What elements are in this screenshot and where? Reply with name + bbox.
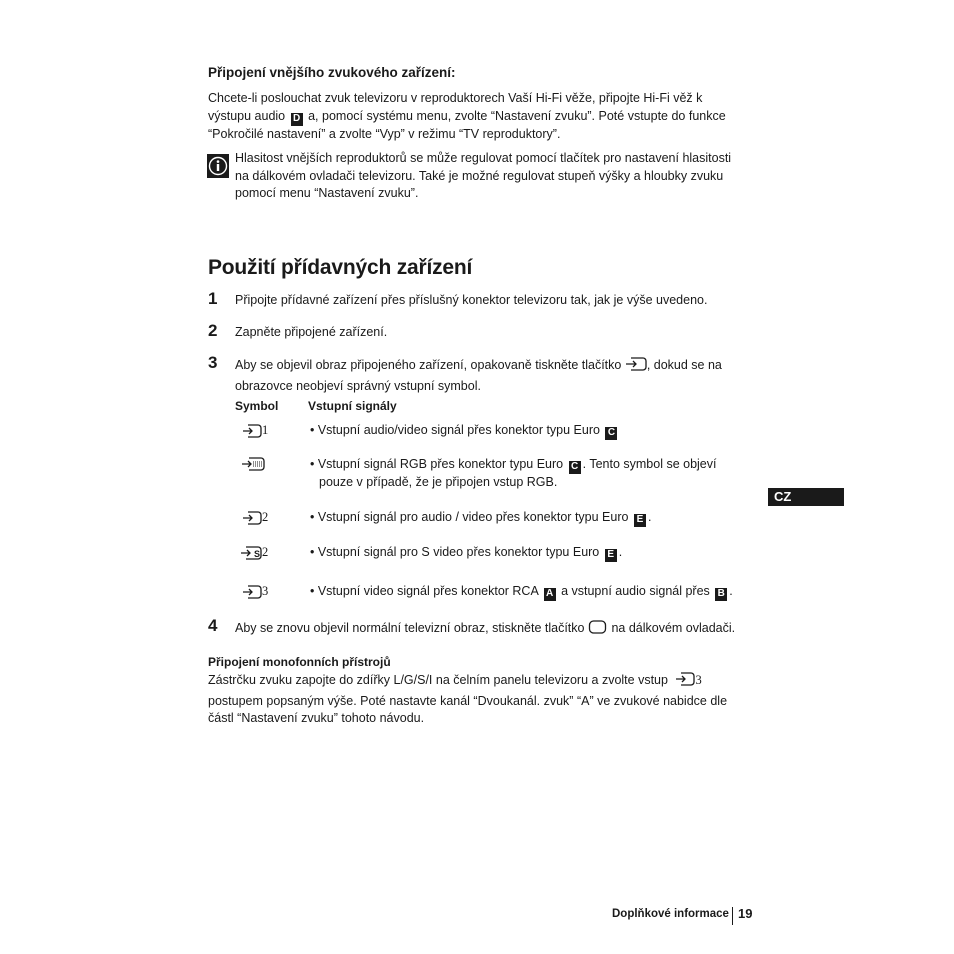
table-row — [310, 422, 619, 440]
language-tab-label: CZ — [774, 489, 792, 504]
connector-label-b: B — [715, 588, 727, 601]
text: • Vstupní signál RGB přes konektor typu Euro — [310, 457, 564, 471]
step-text: Zapněte připojené zařízení. — [235, 325, 388, 339]
text: Zástrčku zvuku zapojte do zdířky L/G/S/I na čelním panelu televizoru a zvolte vstup — [208, 673, 668, 687]
connector-label-e: E — [634, 514, 646, 527]
footer-section: Doplňkové informace — [612, 908, 729, 920]
symbol-input-1 — [242, 423, 262, 444]
text: . Tento symbol se objeví — [582, 457, 717, 471]
text: výstupu audio — [208, 108, 286, 123]
row-line — [310, 456, 760, 474]
footer-divider — [732, 907, 733, 925]
step-text — [235, 619, 735, 641]
info-icon — [207, 154, 229, 178]
step-number: 1 — [208, 289, 218, 308]
note — [235, 150, 795, 203]
text: Aby se znovu objevil normální televizní obraz, stiskněte tlačítko — [235, 621, 585, 635]
subheading: Připojení monofonních přístrojů — [208, 655, 391, 669]
mono-line: postupem popsaným výše. Poté nastavte kanál “Dvoukanál. zvuk” “A” ve zvukové nabidce dle — [208, 693, 728, 708]
connector-label-c: C — [605, 427, 617, 440]
symbol-number: 1 — [262, 423, 269, 437]
input-select-icon — [625, 356, 647, 378]
symbol-input-2 — [242, 510, 262, 531]
mono-line: částl “Nastavení zvuku” tohoto návodu. — [208, 711, 425, 725]
step-number: 2 — [208, 321, 218, 340]
paragraph-line — [208, 108, 768, 126]
text: . — [729, 584, 733, 598]
tv-button-icon — [588, 619, 608, 641]
page-number: 19 — [738, 906, 753, 921]
note-line: na dálkovém ovladači televizoru. Také je možné regulovat stupeň výšky a hloubky zvuku — [235, 168, 724, 183]
s-letter: S — [254, 549, 261, 559]
paragraph-line: “Pokročilé nastavení” a zvolte “Vyp” v režimu “TV reproduktory”. — [208, 126, 561, 141]
text: na dálkovém ovladači. — [611, 621, 736, 635]
symbol-input-3 — [242, 584, 262, 605]
connector-label-a: A — [544, 588, 556, 601]
symbol-rgb — [241, 456, 265, 477]
input-3-icon — [675, 671, 695, 693]
text: , dokud se na — [646, 358, 722, 372]
text: a vstupní audio signál přes — [561, 584, 710, 598]
step-line: obrazovce neobjeví správný vstupní symbol. — [235, 378, 481, 393]
table-row — [310, 456, 760, 492]
section-heading: Připojení vnějšího zvukového zařízení: — [208, 65, 456, 80]
language-tab — [768, 488, 844, 506]
symbol-number: 2 — [262, 510, 269, 524]
paragraph-line: Chcete-li poslouchat zvuk televizoru v reproduktorech Vaší Hi-Fi věže, připojte Hi-Fi věž k — [208, 91, 703, 105]
step-text — [235, 356, 775, 395]
text: a, pomocí systému menu, zvolte “Nastavení zvuku”. Poté vstupte do funkce — [308, 108, 726, 123]
connector-label-c: C — [569, 461, 581, 474]
text: . — [647, 510, 652, 524]
mono-paragraph — [208, 671, 768, 728]
step-text: Připojte přídavné zařízení přes příslušný konektor televizoru tak, jak je výše uvedeno. — [235, 293, 708, 307]
table-row — [310, 583, 733, 601]
paragraph — [208, 90, 768, 143]
table-row — [310, 509, 651, 527]
note-line: pomocí menu “Nastavení zvuku”. — [235, 186, 419, 200]
symbol-number: 3 — [695, 673, 702, 687]
text: • Vstupní audio/video signál přes konektor typu Euro — [310, 423, 600, 437]
page-title: Použití přídavných zařízení — [208, 256, 473, 279]
mono-line — [208, 671, 768, 693]
column-header-symbol: Symbol — [235, 399, 279, 413]
text: • Vstupní video signál přes konektor RCA — [310, 584, 539, 598]
connector-label-e: E — [605, 549, 617, 562]
text: • Vstupní signál pro audio / video přes konektor typu Euro — [310, 510, 629, 524]
table-row — [310, 544, 622, 562]
note-line: Hlasitost vnějších reproduktorů se může regulovat pomocí tlačítek pro nastavení hlasitosti — [235, 151, 732, 165]
column-header-signals: Vstupní signály — [308, 399, 397, 413]
symbol-number: 3 — [262, 584, 269, 598]
step-line — [235, 356, 775, 378]
text: Aby se objevil obraz připojeného zařízení, opakovaně tiskněte tlačítko — [235, 358, 622, 372]
step-number: 4 — [208, 616, 218, 635]
symbol-s-video — [240, 545, 262, 566]
step-number: 3 — [208, 353, 218, 372]
symbol-number: 2 — [262, 545, 269, 559]
connector-label-d: D — [291, 113, 303, 126]
text: • Vstupní signál pro S video přes konektor typu Euro — [310, 545, 600, 559]
row-line: pouze v případě, že je připojen vstup RGB. — [319, 475, 558, 489]
text: . — [618, 545, 623, 559]
